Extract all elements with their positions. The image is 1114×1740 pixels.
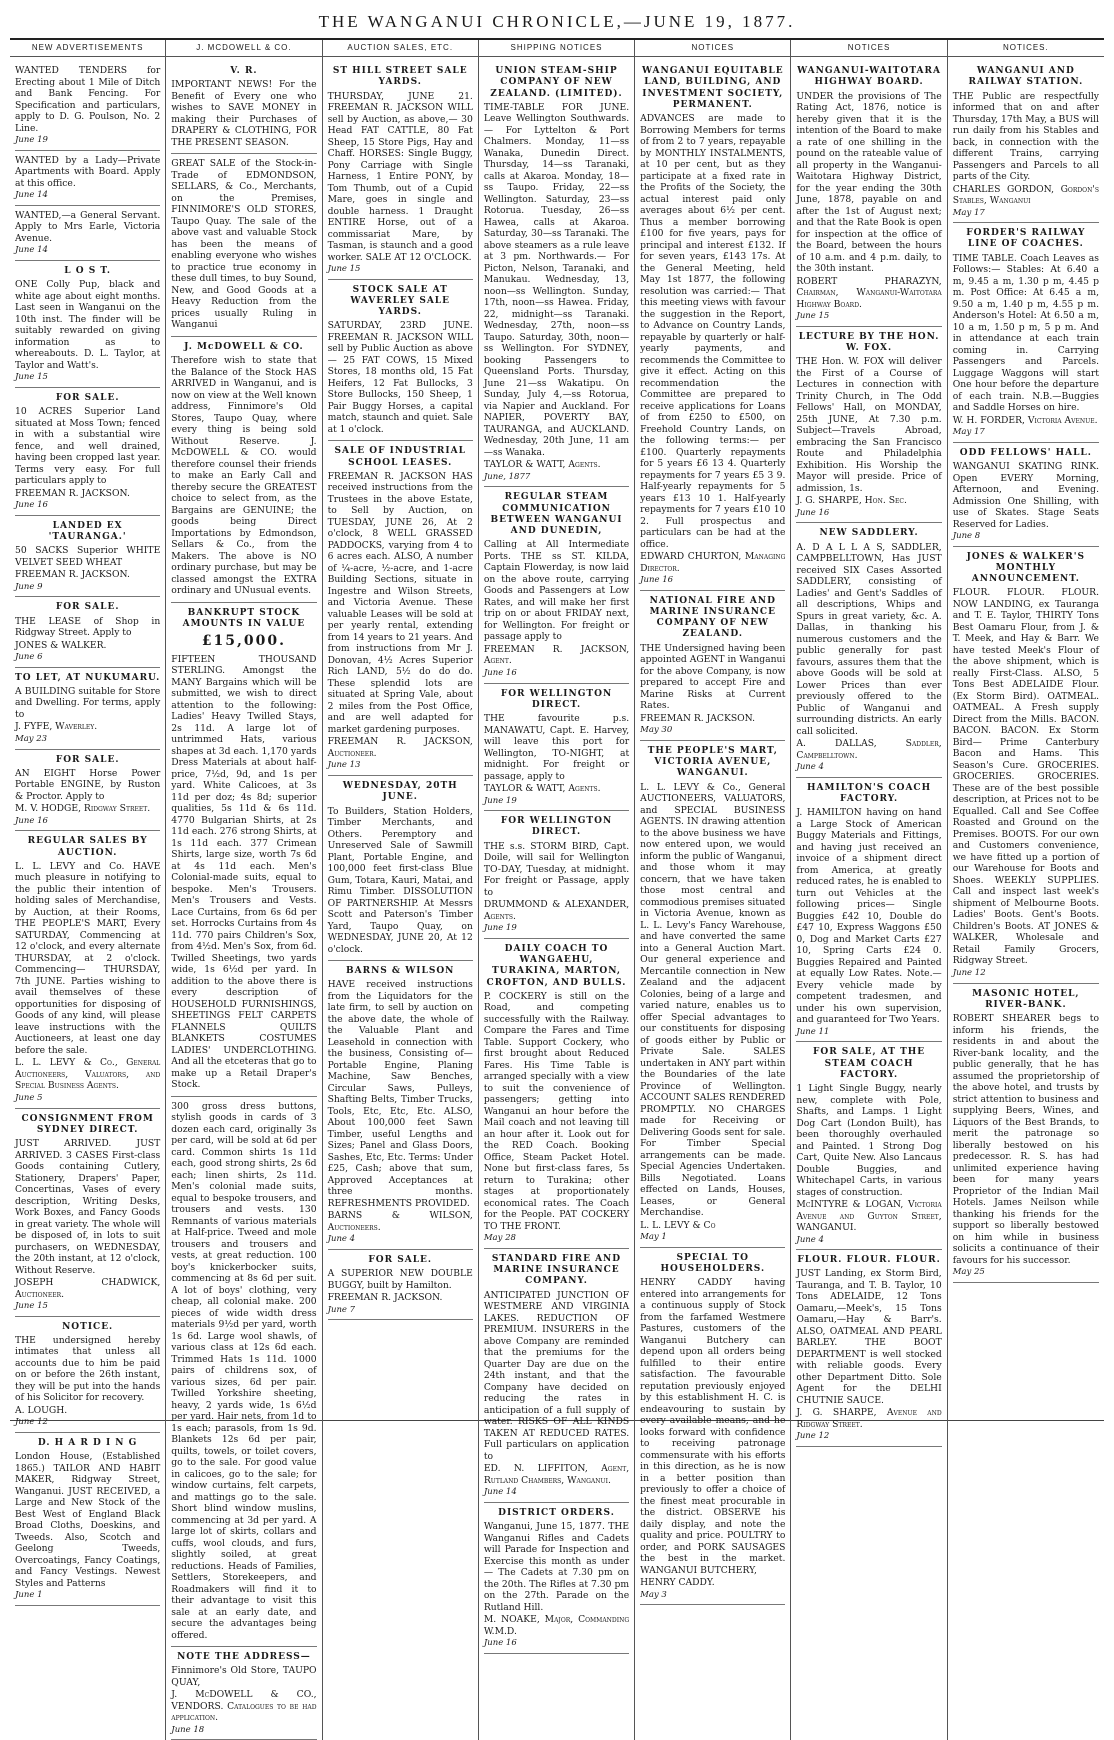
ad-signature: J. G. SHARPE, Avenue and Ridgway Street. xyxy=(796,1407,942,1430)
advertisement xyxy=(640,741,785,1248)
ad-heading: HAMILTON'S COACH FACTORY. xyxy=(807,782,932,804)
ad-body: WANGANUI SKATING RINK. Open EVERY Morning, Afternoon, and Evening. Admission One Shilling, with use of Skates. Stage Seats Reserved for Ladies. xyxy=(952,461,1099,530)
advertisement xyxy=(15,388,160,516)
ad-body: 1 Light Single Buggy, nearly new, complete with Pole, Shafts, and Lamps. 1 Light Dog Cart (London Built), has been thoroughly overhauled and Painted. 1 Strong Dog Cart, Quite New. Also Lancaus Double Buggies, and Whitechapel Carts, in various stages of construction. xyxy=(796,1083,942,1198)
advertisement xyxy=(796,523,941,777)
ad-date: June 1 xyxy=(15,1590,43,1601)
ad-body: Wanganui, June 15, 1877. THE Wanganui Rifles and Cadets will Parade for Inspection and Exercise this month as under— The Cadets at 7.30 pm on the 20th. The Rifles at 7.30 pm on the 27th. Parade on the Rutland Hill. xyxy=(483,1521,630,1613)
ad-heading: MASONIC HOTEL, RIVER-BANK. xyxy=(972,988,1080,1010)
ad-body: TIME TABLE. Coach Leaves as Follows:— Stables: At 6.40 a m, 9.45 a m, 1.30 p m, 4.45 p m. Post Office: At 6.45 a m, 9.50 a m, 1.40 p m, 4.55 p m. Anderson's Hotel: At 6.50 a m, 10 a m, 1.50 p m, 5 p m. And in attendance at each train coming in. Carrying Passengers and Parcels. Luggage Waggons will start One hour before the departure of each train. N.B.—Buggies and Saddle Horses on hire. xyxy=(952,252,1099,414)
ad-heading: SALE OF INDUSTRIAL SCHOOL LEASES. xyxy=(334,446,466,468)
ad-heading: D. H A R D I N G xyxy=(37,1438,138,1448)
column-header: NOTICES. xyxy=(948,40,1104,57)
ad-signature: M. NOAKE, Major, Commanding W.M.D. xyxy=(483,1614,630,1637)
ad-body: FLOUR. FLOUR. FLOUR. NOW LANDING, ex Tauranga and T. E. Taylor, THIRTY Tons Best Oamaru Flour, from J. & T. Meek, and Hay & Barr. We have tested Meek's Flour of the above shipment, which is really First-Class. ALSO, 5 Tons Best ADELAIDE Flour. (Ex Storm Bird). OATMEAL. OATMEAL. A Fresh supply Direct from the Mills. BACON. BACON. BACON. Ex Storm Bird— Prime Canterbury Bacon and Hams. This Season's Cure. GROCERIES. GROCERIES. GROCERIES. These are of the best possible description, at Prices not to be Equalled. Call and See Coffee Roasted and Ground on the Premises. BOOTS. For our own and Customers convenience, we have fitted up a portion of our Warehouse for Boots and Shoes. WEEKLY SUPPLIES. Call and inspect last week's shipment of Melbourne Boots. Ladies' Boots. Gent's Boots. Children's Boots. AT JONES & WALKER, Wholesale and Retail Family Grocers, Ridgway Street. xyxy=(952,587,1099,967)
ad-date: June 19 xyxy=(483,923,517,934)
advertisement xyxy=(796,1250,941,1447)
ad-date: May 28 xyxy=(483,1233,516,1244)
ad-display-amount: £15,000. xyxy=(201,633,287,649)
ad-body: WANTED by a Lady—Private Apartments with Board. Apply at this office. xyxy=(15,154,161,189)
ad-body: THE s.s. STORM BIRD, Capt. Doile, will sail for Wellington TO-DAY, Tuesday, at midnight. For freight or Passage, apply to xyxy=(483,840,630,898)
advertisement xyxy=(328,1250,473,1320)
ad-signature: DRUMMOND & ALEXANDER, Agents. xyxy=(483,899,630,922)
ad-heading: STANDARD FIRE AND MARINE INSURANCE COMPANY. xyxy=(491,1253,622,1287)
ad-body: Therefore wish to state that the Balance of the Stock HAS ARRIVED in Wanganui, and is now on view at the Well known address, Finnimore's Old Stores, Taupo Quay, where every thing is being sold Without Reserve. J. McDOWELL & CO. would therefore counsel their friends to make an Early Call and thereby secure the GREATEST choice to select from, as the Bargains are GENUINE; the goods being Direct Importations by Edmondson, Sellars & Co., from the Makers. The above is NO ordinary purchase, but may be classed amongst the EXTRA ordinary and UNusual events. xyxy=(171,355,317,596)
advertisement xyxy=(328,61,473,280)
advertisement xyxy=(328,280,473,442)
ad-date: June 14 xyxy=(483,1487,517,1498)
ad-date: June 15 xyxy=(15,1301,48,1311)
ad-date: June 12 xyxy=(952,967,986,978)
advertisement xyxy=(15,597,160,667)
ad-signature: J. McDOWELL & CO., VENDORS. Catalogues to be had application. xyxy=(171,1689,317,1724)
column-2 xyxy=(166,40,322,1740)
ad-heading: WEDNESDAY, 20TH JUNE. xyxy=(342,781,458,803)
advertisement xyxy=(171,603,316,1097)
advertisement xyxy=(15,1433,160,1606)
ad-heading: JONES & WALKER'S MONTHLY ANNOUNCEMENT. xyxy=(966,551,1086,585)
ad-signature: FREEMAN R. JACKSON. xyxy=(15,569,130,581)
advertisement xyxy=(328,776,473,961)
ad-signature: ROBERT PHARAZYN, Chairman, Wanganui-Waitotara Highway Board. xyxy=(796,275,942,310)
column-header: SHIPPING NOTICES xyxy=(479,40,634,57)
ad-heading: NOTE THE ADDRESS— xyxy=(177,1652,311,1662)
ad-heading: NOTICE. xyxy=(62,1321,114,1332)
column-header: J. MCDOWELL & CO. xyxy=(166,40,321,57)
ad-date: June 16 xyxy=(796,507,830,518)
ad-signature: TAYLOR & WATT, Agents. xyxy=(483,783,601,794)
ad-heading: UNION STEAM-SHIP COMPANY OF NEW ZEALAND. (LIMITED). xyxy=(490,66,623,99)
advertisement xyxy=(171,337,316,603)
ad-signature: McINTYRE & LOGAN, Victoria Avenue and Guyton Street, WANGANUI. xyxy=(796,1199,942,1233)
ad-body: Finnimore's Old Store, TAUPO QUAY, xyxy=(171,1665,317,1688)
ad-date: June 15 xyxy=(15,372,48,383)
ad-signature: L. L. LEVY & Co xyxy=(640,1219,716,1231)
advertisement xyxy=(953,61,1099,223)
ad-heading: V. R. xyxy=(230,66,258,76)
ad-body: A. D A L L A S, SADDLER, CAMPBELLTOWN, Has JUST received SIX Cases Assorted SADDLERY, consisting of Ladies' and Gent's Saddles of all descriptions, Whips and Spurs in great variety, &c. A. Dallas, in thanking his numerous customers and the public generally for past favours, assures them that the above Goods will be sold at Lower Prices than ever previously offered to the Public of Wanganui and surrounding districts. An early call solicited. xyxy=(796,541,942,737)
ad-body: ANTICIPATED JUNCTION OF WESTMERE AND VIRGINIA LAKES. REDUCTION OF PREMIUM. INSURERS in the above Company are reminded that the premiums for the Quarter Day are due on the 24th instant, and that the Company have decided on reducing the rates in anticipation of a full supply of water. RISKS OF ALL KINDS TAKEN AT REDUCED RATES. Full particulars on application to xyxy=(483,1289,630,1462)
advertisement xyxy=(796,1042,941,1250)
ad-body: A BUILDING suitable for Store and Dwelling. For terms, apply to xyxy=(15,685,161,720)
advertisement xyxy=(15,831,160,1108)
advertisement xyxy=(796,778,941,1043)
ad-heading: ODD FELLOWS' HALL. xyxy=(959,447,1092,458)
ad-signature: A. LOUGH. xyxy=(15,1404,68,1416)
ad-date: June 4 xyxy=(796,1234,824,1245)
ad-date: May 17 xyxy=(952,207,985,218)
ad-heading: NATIONAL FIRE AND MARINE INSURANCE COMPANY OF NEW ZEALAND. xyxy=(649,595,776,640)
advertisement xyxy=(796,61,941,327)
ad-body: FREEMAN R. JACKSON HAS received instructions from the Trustees in the above Estate, to Sell by Auction, on TUESDAY, JUNE 26, At 2 o'clock, 8 WELL GRASSED PADDOCKS, varying from 4 to 6 acres each. ALSO, A number of ¼-acre, ½-acre, and 1-acre Building Sections, situate in Ingestre and Wilson Streets, and Victoria Avenue. These valuable Leases will be sold at per yearly rental, extending from 14 years to 21 years. And from instructions from Mr J. Donovan, 4½ Acres Superior Rich LAND, 5½ do do do. These splendid lots are situated at Spring Vale, about 2 miles from the Post Office, and are well adapted for market gardening purposes. xyxy=(327,470,473,735)
ad-body: THE Hon. W. FOX will deliver the First of a Course of Lectures in connection with Trinity Church, in The Odd Fellows' Hall, on MONDAY, 25th JUNE, At 7.30 p.m. Subject—Travels Abroad, embracing the San Francisco Route and Philadelphia Exhibition. His Worship the Mayor will preside. Price of admission, 1s. xyxy=(796,356,942,494)
ad-heading: FORDER'S RAILWAY LINE OF COACHES. xyxy=(966,228,1086,250)
ad-heading: WANGANUI EQUITABLE LAND, BUILDING, AND INVESTMENT SOCIETY, PERMANENT. xyxy=(641,66,784,110)
ad-body: FIFTEEN THOUSAND STERLING. Amongst the MANY Bargains which will be submitted, we wish to direct attention to the following: Ladies' Heavy Twilled Stays, 2s 11d. A large lot of untrimmed Hats, various shapes at 3d each. 1,170 yards Dress Materials at about half-price, 7½d, 9d, and 1s per yard. White Calicoes, at 3s 11d per doz; 4s 8d; superior qualities, 5s 11d & 6s 11d. 4770 Bulgarian Shirts, at 2s 11d each. 276 strong Shirts, at 1s 11d each. 377 Crimean Shirts, large size, worth 7s 6d at 4s 11d each. Men's Colonial-made suits, equal to bespoke. Men's Trousers. Men's Trousers and Vests. Lace Curtains, from 6s 6d per set. Horrocks Curtains from 4s 11d. 770 pairs Children's Sox, from 4½d. Men's Sox, from 6d. Twilled Sheetings, two yards wide, 1s 6½d per yard. In addition to the above there is every description of HOUSEHOLD FURNISHINGS, SHEETINGS FELT CARPETS FLANNELS QUILTS BLANKETS COSTUMES LADIES' UNDERCLOTHING. And all the etceteras that go to make up a Retail Draper's Stock. xyxy=(171,653,317,1090)
ad-body: London House, (Established 1865.) TAILOR AND HABIT MAKER, Ridgway Street, Wanganui. JUST RECEIVED, a Large and New Stock of the Best West of England Black Broad Cloths, Doeskins, and Tweeds. Also, Scotch and Geelong Tweeds, Overcoatings, Fancy Coatings, and Fancy Vestings. Newest Styles and Patterns xyxy=(15,1451,161,1589)
ad-heading: REGULAR STEAM COMMUNICATION BETWEEN WANGANUI AND DUNEDIN, xyxy=(490,492,623,537)
advertisement xyxy=(484,1249,629,1503)
advertisement xyxy=(15,750,160,832)
ad-heading: WANGANUI-WAITOTARA HIGHWAY BOARD. xyxy=(797,66,941,88)
ad-signature: TAYLOR & WATT, Agents. xyxy=(483,459,601,471)
ad-heading: DISTRICT ORDERS. xyxy=(498,1507,615,1518)
ad-date: June 4 xyxy=(327,1234,356,1245)
ad-date: June 16 xyxy=(640,575,674,585)
ad-body: THE Undersigned having been appointed AGENT in Wanganui for the above Company, is now prepared to accept Fire and Marine Risks at Current Rates. xyxy=(640,642,786,712)
advertisement xyxy=(953,223,1099,443)
advertisement xyxy=(484,1503,629,1654)
ad-signature: W. H. FORDER, Victoria Avenue. xyxy=(952,414,1098,426)
ad-date: June 6 xyxy=(15,652,43,662)
ad-date: June 15 xyxy=(796,311,830,321)
advertisement xyxy=(15,1317,160,1433)
ad-signature: FREEMAN R. JACKSON, Agent. xyxy=(483,643,630,667)
ad-heading: FOR WELLINGTON DIRECT. xyxy=(500,688,613,710)
ad-heading: BANKRUPT STOCK AMOUNTS IN VALUE xyxy=(182,607,306,629)
advertisement xyxy=(15,261,160,388)
ad-heading: REGULAR SALES BY AUCTION. xyxy=(27,836,148,858)
ad-body: To Builders, Station Holders, Timber Merchants, and Others. Peremptory and Unreserved Sale of Sawmill Plant, Portable Engine, and 100,000 feet first-class Blue Gum, Totara, Kauri, Matai, and Rimu Timber. DISSOLUTION OF PARTNERSHIP. At Messrs Scott and Paterson's Timber Yard, Taupo Quay, on WEDNESDAY, JUNE 20, At 12 o'clock. xyxy=(327,805,473,955)
ad-heading: FOR SALE. xyxy=(55,754,120,765)
ad-date: June 19 xyxy=(15,135,48,145)
ad-date: June 14 xyxy=(15,190,48,201)
ad-body: GREAT SALE of the Stock-in-Trade of EDMONDSON, SELLARS, & Co., Merchants, on the Premises, FINNIMORE'S OLD STORES, Taupo Quay. The sale of the above vast and valuable Stock has been the means of enabling everyone who wishes to practice true economy in these dull times, to buy Sound, New, and Good Goods at a Heavy Reduction from the prices usually Ruling in Wanganui xyxy=(171,158,317,331)
masthead: THE WANGANUI CHRONICLE,—JUNE 19, 1877. xyxy=(10,10,1104,40)
ad-signature: FREEMAN R. JACKSON, Auctioneer. xyxy=(327,736,473,759)
column-7 xyxy=(948,40,1104,1740)
ad-signature: J. FYFE, Waverley. xyxy=(15,721,98,733)
advertisement xyxy=(15,1109,160,1317)
ad-body: A SUPERIOR NEW DOUBLE BUGGY, built by Hamilton. xyxy=(327,1268,473,1291)
ad-signature: EDWARD CHURTON, Managing Director. xyxy=(640,551,786,574)
ad-date: June 7 xyxy=(327,1304,356,1315)
ad-date: June 8 xyxy=(952,531,981,541)
ad-date: June 16 xyxy=(15,815,48,826)
advertisement xyxy=(15,151,160,206)
advertisement xyxy=(953,547,1099,984)
ad-signature: FREEMAN R. JACKSON. xyxy=(327,1292,443,1304)
ad-signature: J. G. SHARPE, Hon. Sec. xyxy=(796,495,907,507)
ad-heading: THE PEOPLE'S MART, VICTORIA AVENUE, WANGANUI. xyxy=(647,745,778,779)
ad-heading: FOR SALE, AT THE STEAM COACH FACTORY. xyxy=(812,1047,926,1080)
ad-signature: A. DALLAS, Saddler, Campbelltown. xyxy=(796,738,942,761)
column-3 xyxy=(323,40,479,1740)
ad-body: 50 SACKS Superior WHITE VELVET SEED WHEAT xyxy=(15,545,161,568)
ad-body: L. L. LEVY & Co., General AUCTIONEERS, VALUATORS, and SPECIAL BUSINESS AGENTS. IN drawing attention to the above business we have now entered upon, we would inform the public of Wanganui, and those whom it may concern, that we have taken those most central and commodious premises situated in Victoria Avenue, known as L. L. Levy's Fancy Warehouse, and have converted the same into a General Auction Mart. Our general experience and Mercantile connection in New Zealand and the adjacent Colonies, being of a large and varied nature, enables us to offer Special advantages to our constituents for disposing of goods either by Public or Private Sale. SALES undertaken in ANY part within the Boundaries of the late Province of Wellington. ACCOUNT SALES RENDERED PROMPTLY. NO CHARGES made for Receiving or Delivering Goods sent for sale. For Timber Special arrangements can be made. Special Agencies Undertaken. Bills Negotiated. Loans effected on Lands, Houses, Leases, or General Merchandise. xyxy=(640,781,786,1218)
ad-body: THE favourite p.s. MANAWATU, Capt. E. Harvey, will leave this port for Wellington, TO-NIGHT, at midnight. For freight or passage, apply to xyxy=(483,713,630,782)
ad-body: TIME-TABLE FOR JUNE. Leave Wellington Southwards.— For Lyttelton & Port Chalmers. Monday, 11—ss Wanaka, Dunedin Direct. Thursday, 14—ss Taranaki, calls at Akaroa. Monday, 18—ss Taupo. Friday, 22—ss Wellington. Saturday, 23—ss Rotorua. Tuesday, 26—ss Hawea, calls at Akaroa. Saturday, 30—ss Taranaki. The above steamers as a rule leave at 3 pm. Northwards.— For Picton, Nelson, Taranaki, and Manukau. Wednesday, 13, noon—ss Wellington. Sunday, 17th, noon—ss Hawea. Friday, 22, midnight—ss Taranaki. Wednesday, 27th, noon—ss Taupo. Saturday, 30th, noon—ss Wellington. For SYDNEY, booking Passengers to Queensland Ports. Thursday, June 21—ss Wakatipu. On Sunday, July 4,—ss Rotorua, via Napier and Auckland. For NAPIER, POVERTY BAY, TAURANGA, and AUCKLAND. Wednesday, 20th June, 11 am—ss Wanaka. xyxy=(483,101,630,458)
ad-heading: FOR SALE. xyxy=(368,1254,433,1265)
ad-heading: DAILY COACH TO WANGAEHU, TURAKINA, MARTON, CROFTON, AND BULLS. xyxy=(486,943,627,988)
ad-date: June 16 xyxy=(15,500,48,510)
ad-heading: TO LET, AT NUKUMARU. xyxy=(15,672,161,683)
ad-heading: SPECIAL TO HOUSEHOLDERS. xyxy=(660,1252,766,1274)
ad-signature: FREEMAN R. JACKSON. xyxy=(15,487,130,499)
advertisement xyxy=(484,811,629,939)
advertisement xyxy=(15,516,160,598)
column-1 xyxy=(10,40,166,1740)
advertisement xyxy=(328,961,473,1250)
ad-heading: J. McDOWELL & CO. xyxy=(184,341,304,352)
ad-heading: FOR SALE. xyxy=(55,392,120,403)
ad-body: 10 ACRES Superior Land situated at Moss Town; fenced in with a substantial wire fence, and well drained, having been cropped last year. Terms very easy. For full particulars apply to xyxy=(15,406,161,486)
ad-body: JUST Landing, ex Storm Bird, Tauranga, and T. B. Taylor, 10 Tons ADELAIDE, 12 Tons Oamaru,—Meek's, 15 Tons Oamaru,—Hay & Barr's. ALSO, OATMEAL AND PEARL BARLEY. THE BOOT DEPARTMENT is well stocked with reliable goods. Every other Department Ditto. Sole Agent for the DELHI CHUTNIE SAUCE. xyxy=(796,1268,942,1406)
ad-body: 300 gross dress buttons, stylish goods in cards of 3 dozen each card, originally 3s per card, will be sold at 6d per card. Common shirts 1s 11d each, good strong shirts, 2s 6d each; linen shirts, 2s 11d. Men's colonial made suits, equal to bespoke trousers, and trousers and vests. 130 Remnants of various materials at Half-price. Tweed and mole trousers and trousers and vests, at great reduction. 100 boy's knickerbocker suits, commencing at 8s 6d per suit. A lot of boys' clothing, very cheap, all colonial make. 200 pieces of wide width dress materials 9½d per yard, worth 1s 6d. Large wool shawls, of various class at 12s 6d each. Trimmed Hats 1s 11d. 1000 pairs of childrens sox, of various sizes, 6d per pair. Twilled Yorkshire sheeting, heavy, 2 yards wide, 1s 6½d per yard. Hair nets, from 1d to 1s each; parasols, from 1s 9d. Blankets 12s 6d per pair, quilts, towels, or toilet covers, go to the sale. For good value in calicoes, go to the sale; for window curtains, felt carpets, and mattings go to the sale. Short blind window muslins, commencing at 3d per yard. A large lot of skirts, collars and cuffs, wool clouds, and furs, slightly soiled, at great reductions. Heads of Families, Settlers, Storekeepers, and Roadmakers will find it to their advantage to visit this sale at an early date, and secure the advantages being offered. xyxy=(171,1100,317,1641)
ad-body: WANTED,—a General Servant. Apply to Mrs Earle, Victoria Avenue. xyxy=(15,209,161,244)
advertisement xyxy=(640,1248,785,1606)
ad-heading: STOCK SALE AT WAVERLEY SALE YARDS. xyxy=(350,284,450,318)
advertisement xyxy=(640,591,785,741)
ad-heading: LANDED EX 'TAURANGA.' xyxy=(48,520,127,542)
ad-heading: CONSIGNMENT FROM SYDNEY DIRECT. xyxy=(21,1113,154,1135)
ad-date: May 1 xyxy=(640,1232,667,1242)
ad-date: June 11 xyxy=(796,1026,830,1037)
ad-date: June 4 xyxy=(796,762,824,772)
ad-body: ONE Colly Pup, black and white age about eight months. Last seen in Wanganui on the 10th inst. The finder will be suitably rewarded on giving information as to whereabouts. D. L. Taylor, at Taylor and Watt's. xyxy=(15,279,161,371)
ad-heading: FOR SALE. xyxy=(55,602,120,613)
ad-date: June 16 xyxy=(483,667,517,678)
ad-signature: BARNS & WILSON, Auctioneers. xyxy=(327,1210,473,1233)
ad-body: L. L. LEVY and Co. HAVE much pleasure in notifying to the public their intention of holding sales of Merchandise, by Auction, at their Rooms, THE PEOPLE'S MART, Every SATURDAY, Commencing at 12 o'clock, and every alternate THURSDAY, at 2 o'clock. Commencing— THURSDAY, 7th JUNE. Parties wishing to avail themselves of these opportunities for disposing of Goods of any kind, will please leave instructions with the Auctioneers, at least one day before the sale. xyxy=(15,860,161,1056)
ad-body: Calling at All Intermediate Ports. THE ss ST. KILDA, Captain Flowerday, is now laid on the above route, carrying Goods and Passengers at Low Rates, and will make her first trip on or about FRIDAY next, for Wellington. For freight or passage apply to xyxy=(483,539,630,643)
column-6 xyxy=(791,40,947,1740)
ad-date: June 13 xyxy=(327,760,361,771)
ad-date: June 16 xyxy=(483,1638,517,1648)
ad-heading: L O S T. xyxy=(64,265,112,276)
advertisement xyxy=(484,939,629,1249)
ad-body: UNDER the provisions of The Rating Act, 1876, notice is hereby given that it is the intention of the Board to make a rate of one shilling in the pound on the rateable value of all property in the Wanganui-Waitotara Highway District, for the year ending the 30th June, 1878, payable on and after the 1st of August next; and that the Rate Book is open for inspection at the office of the Board, between the hours of 10 a.m. and 4 p.m. daily, to the 30th instant. xyxy=(796,90,942,274)
ad-body: IMPORTANT NEWS! For the Benefit of Every one who wishes to SAVE MONEY in making their Purchases of DRAPERY & CLOTHING, FOR THE PRESENT SEASON. xyxy=(171,79,317,148)
ad-body: ROBERT SHEARER begs to inform his friends, the residents in and about the River-bank locality, and the public generally, that he has assumed the proprietorship of the above hotel, and trusts by strict attention to business and supplying Beers, Wines, and Liquors of the Best Brands, to merit the patronage so liberally bestowed on his predecessor. R. S. has had unlimited experience having been for many years Proprietor of the Indian Mail Hotels. James Neilson while thanking his friends for the support so liberally bestowed on him while in business solicits a continuance of their favours for his successor. xyxy=(952,1013,1099,1266)
ad-body: P. COCKERY is still on the Road, and competing successfully with the Railway. Compare the Fares and Time Table. Support Cockery, who first brought about Reduced Fares. His Time Table is arranged specially with a view to suit the convenience of passengers; getting into Wanganui an hour before the Mail coach and not leaving till an hour after it. Look out for the RED Coach. Booking Office, Steam Packet Hotel. None but first-class fares, 5s return to Turakina; other stages at proportionately economical rates. The Coach for the People. PAT COCKERY TO THE FRONT. xyxy=(483,990,630,1232)
advertisement xyxy=(796,327,941,524)
ad-body: THURSDAY, JUNE 21. FREEMAN R. JACKSON WILL sell by Auction, as above,— 30 Head FAT CATTLE, 80 Fat Sheep, 15 Store Pigs, Hay and Chaff. HORSES: Single Buggy, Pony Carriage with Single Harness, 1 Entire PONY, by Tom Thumb, out of a Cupid Mare, goes in single and double harness. 1 Draught ENTIRE Horse, out of a commissariat Mare, by Tasman, is staunch and a good worker. SALE AT 12 O'CLOCK. xyxy=(327,90,473,263)
ad-body: J. HAMILTON having on hand a Large Stock of American Buggy Materials and Fittings, and having just received an invoice of a shipment direct from America, at greatly reduced rates, he is enabled to turn out Vehicles at the following prices— Single Buggies £42 10, Double do £47 10, Express Waggons £50 0, Dog and Market Carts £27 10, Spring Carts £24 0. Buggies Repaired and Painted at equally Low Rates. Note.— Every vehicle made by competent tradesmen, and under his own supervision, and guaranteed for Two Years. xyxy=(796,807,942,1026)
ad-heading: WANGANUI AND RAILWAY STATION. xyxy=(968,66,1084,88)
advertisement xyxy=(15,668,160,750)
ad-date: June 18 xyxy=(171,1724,205,1735)
ad-body: JUST ARRIVED. JUST ARRIVED. 3 CASES First-class Goods containing Cutlery, Stationery, Drapers' Paper, Concertinas, Vases of every description, Writing Desks, Work Boxes, and Fancy Goods in great variety. The whole will be disposed of, in lots to suit purchasers, on WEDNESDAY, the 20th instant, at 12 o'clock, Without Reserve. xyxy=(15,1138,161,1276)
column-header: AUCTION SALES, ETC. xyxy=(323,40,478,57)
advertisement xyxy=(953,984,1099,1283)
ad-signature: ED. N. LIFFITON, Agent, Rutland Chambers, Wanganui. xyxy=(483,1463,630,1486)
ad-body: ADVANCES are made to Borrowing Members for terms of from 2 to 7 years, repayable by MONTHLY INSTALMENTS, at 10 per cent, but as they participate at a fixed rate in the Profits of the Society, the actual interest paid only averages about 6½ per cent. Thus a member borrowing £100 for five years, pays for principal and interest £132. If for seven years, £143 17s. At the General Meeting, held May 1st 1877, the following resolution was carried:— That this meeting views with favour the suggestion in the Report, to Advance on Country Lands, repayable by quarterly or half-yearly payments, and recommends the Committee to give it effect. Acting on this recommendation the Committee are prepared to receive applications for Loans of from £250 to £500, on Freehold Country Lands, on the following terms:— per £100. Quarterly repayments for 5 years £6 13 4. Quarterly repayments for 7 years £5 3 9. Half-yearly repayments for 5 years £13 10 1. Half-yearly repayments for 7 years £10 10 2. Full prospectus and particulars can be had at the office. xyxy=(640,113,786,550)
column-header: NOTICES xyxy=(791,40,946,57)
advertisement xyxy=(328,441,473,776)
advertisement xyxy=(640,61,785,591)
ad-body: HENRY CADDY having entered into arrangements for a continuous supply of Stock from the farfamed Westmere Pastures, customers of the Wanganui Butchery can depend upon all orders being fulfilled to their entire satisfaction. The favourable reputation previously enjoyed by this establishment H. C. is endeavouring to sustain by every available means, and he looks forward with confidence to receiving patronage commensurate with his efforts in this direction, as he is now in a better position than previously to offer a choice of the finest meat procurable in the district. OBSERVE his daily display, and note the quality and price. POULTRY to order, and PORK SAUSAGES the best in the market. WANGANUI BUTCHERY, xyxy=(640,1277,786,1576)
ad-date: June, 1877 xyxy=(483,471,531,482)
ad-signature: JOSEPH CHADWICK, Auctioneer. xyxy=(15,1277,161,1300)
ad-heading: NEW SADDLERY. xyxy=(819,528,919,539)
ad-heading: FOR WELLINGTON DIRECT. xyxy=(500,816,613,838)
ad-heading: FLOUR. FLOUR. FLOUR. xyxy=(797,1255,941,1266)
ad-heading: LECTURE BY THE HON. W. FOX. xyxy=(798,331,940,353)
ad-date: June 9 xyxy=(15,581,43,592)
ad-signature: JONES & WALKER. xyxy=(15,639,107,651)
ad-signature: FREEMAN R. JACKSON. xyxy=(640,712,756,724)
advertisement xyxy=(171,154,316,337)
advertisement xyxy=(171,1097,316,1648)
ad-date: May 3 xyxy=(640,1589,667,1600)
ad-heading: ST HILL STREET SALE YARDS. xyxy=(332,66,468,88)
advertisement xyxy=(953,443,1099,547)
ad-body: THE Public are respectfully informed that on and after Thursday, 17th May, a BUS will run daily from his Stables and back, in connection with the different Trains, carrying Passengers and Parcels to all parts of the City. xyxy=(952,90,1099,182)
ad-signature: M. V. HODGE, Ridgway Street. xyxy=(15,803,151,815)
ad-body: THE undersigned hereby intimates that unless all accounts due to him be paid on or before the 26th instant, they will be put into the hands of his Solicitor for recovery. xyxy=(15,1334,161,1404)
advertisement xyxy=(171,61,316,154)
ad-heading: BARNS & WILSON xyxy=(346,966,455,976)
ad-date: June 15 xyxy=(327,264,361,274)
ad-date: June 5 xyxy=(15,1092,43,1103)
ad-date: June 19 xyxy=(483,795,517,806)
ad-date: June 12 xyxy=(15,1417,48,1428)
advertisement xyxy=(171,1647,316,1740)
ad-date: June 12 xyxy=(796,1431,830,1442)
ad-body: AN EIGHT Horse Power Portable ENGINE, by Ruston & Proctor. Apply to xyxy=(15,767,161,802)
ad-date: May 30 xyxy=(640,725,673,736)
newspaper-page xyxy=(10,10,1104,1735)
ad-body: HAVE received instructions from the Liquidators for the late firm, to sell by auction on the above date, the whole of the Valuable Plant and Leasehold in connection with the business, Consisting of— Portable Engine, Planing Machine, Saw Benches, Circular Saws, Pulleys, Shafting Belts, Timber Trucks, Tools, Etc, Etc, Etc. ALSO, About 100,000 feet Sawn Timber, useful Lengths and Sizes; Panel and Glass Doors, Sashes, Etc, Etc. Terms: Under £25, Cash; above that sum, Approved Acceptances at three months. REFRESHMENTS PROVIDED. xyxy=(327,979,473,1209)
column-4 xyxy=(479,40,635,1740)
advertisement xyxy=(15,61,160,151)
ad-body: THE LEASE of Shop in Ridgway Street. Apply to xyxy=(15,615,161,638)
advertisement xyxy=(484,61,629,487)
advertisement xyxy=(484,684,629,812)
columns xyxy=(10,40,1104,1735)
ad-signature: L. L. LEVY & Co., General Auctioneers, Valuators, and Special Business Agents. xyxy=(15,1057,161,1092)
ad-signature: HENRY CADDY. xyxy=(640,1577,715,1589)
ad-body: WANTED TENDERS for Erecting about 1 Mile of Ditch and Bank Fencing. For Specification and particulars, apply to D. G. Poulson, No. 2 Line. xyxy=(15,65,161,134)
column-header: NOTICES xyxy=(635,40,790,57)
ad-date: May 25 xyxy=(952,1267,985,1277)
ad-signature: CHARLES GORDON, Gordon's Stables, Wanganui xyxy=(952,183,1099,206)
ad-body: SATURDAY, 23RD JUNE. FREEMAN R. JACKSON WILL sell by Public Auction as above— 25 FAT COWS, 15 Mixed Stores, 18 months old, 15 Fat Heifers, 12 Fat Bullocks, 3 Store Bullocks, 150 Sheep, 1 Pair Buggy Horses, a capital match, staunch and quiet. Sale at 1 o'clock. xyxy=(327,320,473,435)
column-header: NEW ADVERTISEMENTS xyxy=(10,40,165,57)
ad-date: June 14 xyxy=(15,245,48,256)
advertisement xyxy=(484,487,629,683)
column-5 xyxy=(635,40,791,1740)
ad-date: May 23 xyxy=(15,733,48,744)
advertisement xyxy=(15,206,160,261)
ad-date: May 17 xyxy=(952,427,985,438)
